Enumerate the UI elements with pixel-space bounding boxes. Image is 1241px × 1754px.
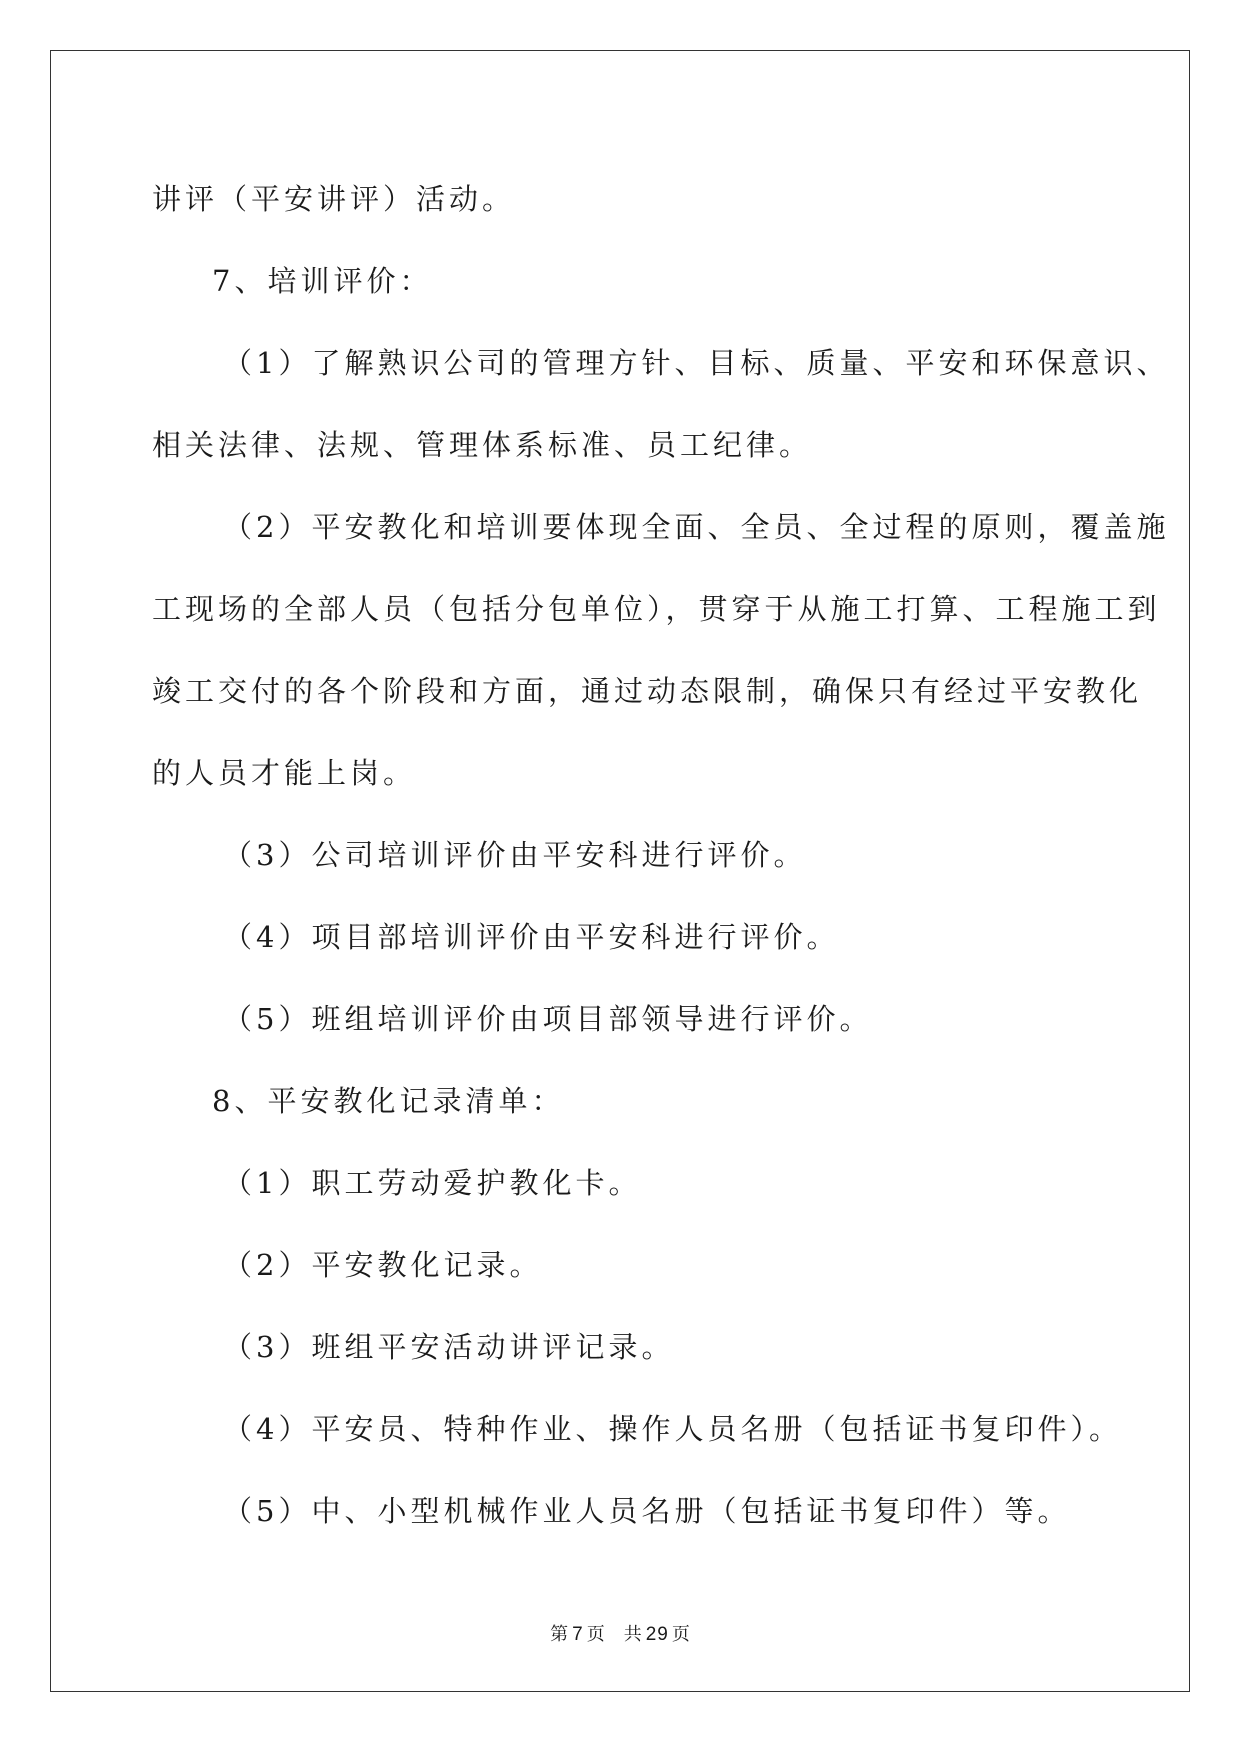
section-heading: 7、培训评价： [212, 264, 433, 298]
paragraph-line: 竣工交付的各个阶段和方面，通过动态限制，确保只有经过平安教化 [152, 674, 1143, 708]
document-body [152, 158, 1170, 1552]
total-pages: 29 [645, 1624, 669, 1645]
paragraph-line: （5）班组培训评价由项目部领导进行评价。 [223, 1002, 873, 1036]
list-item: （1）职工劳动爱护教化卡。 [223, 1166, 642, 1200]
paragraph-line: 讲评（平安讲评）活动。 [152, 182, 516, 216]
paragraph-line: （2）平安教化和培训要体现全面、全员、全过程的原则，覆盖施 [223, 510, 1170, 544]
paragraph-line: 工现场的全部人员（包括分包单位），贯穿于从施工打算、工程施工到 [152, 592, 1161, 626]
paragraph-line: （3）公司培训评价由平安科进行评价。 [223, 838, 807, 872]
list-item: （5）中、小型机械作业人员名册（包括证书复印件）等。 [223, 1494, 1071, 1528]
page-unit: 页 [586, 1624, 606, 1644]
list-item: （4）平安员、特种作业、操作人员名册（包括证书复印件）。 [223, 1412, 1122, 1446]
list-item: （2）平安教化记录。 [223, 1248, 543, 1282]
page-footer [0, 1620, 1241, 1646]
paragraph-line: （4）项目部培训评价由平安科进行评价。 [223, 920, 840, 954]
paragraph-line: （1）了解熟识公司的管理方针、目标、质量、平安和环保意识、 [223, 346, 1170, 380]
section-heading: 8、平安教化记录清单： [212, 1084, 565, 1118]
page-prefix: 第 [550, 1624, 570, 1644]
paragraph-line: 相关法律、法规、管理体系标准、员工纪律。 [152, 428, 813, 462]
page-number: 7 [572, 1624, 584, 1645]
list-item: （3）班组平安活动讲评记录。 [223, 1330, 675, 1364]
paragraph-line: 的人员才能上岗。 [152, 756, 417, 790]
total-unit: 页 [671, 1624, 691, 1644]
total-prefix: 共 [623, 1624, 643, 1644]
